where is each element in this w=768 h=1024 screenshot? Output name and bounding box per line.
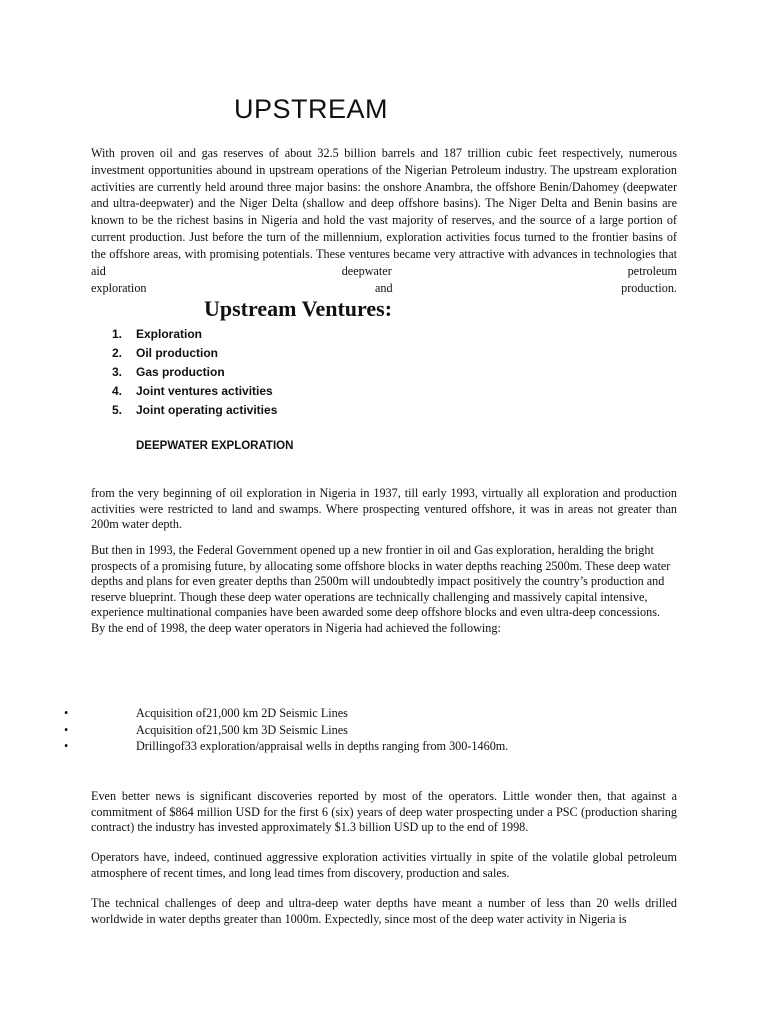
list-number: 2. (112, 346, 123, 360)
list-number: 1. (112, 327, 123, 341)
list-item (112, 325, 277, 344)
list-item (64, 722, 508, 739)
deepwater-paragraph-2: But then in 1993, the Federal Government opened up a new frontier in oil and Gas exploration, heralding the bright prospects of a promising future, by allocating some offshore blocks in water depths reaching 2500m. These deep water depths and plans for even greater depths than 2500m will undoubtedly impact positively the country’s production and reserve blueprint. Though these deep water operations are technically challenging and massively capital intensive, experience multinational companies have been awarded some deep offshore blocks and even ultra-deep concessions. By the end of 1998, the deep water operators in Nigeria had achieved the following: (91, 543, 671, 635)
deepwater-paragraph-5: The technical challenges of deep and ultra-deep water depths have meant a number of less than 20 wells drilled worldwide in water depths greater than 1000m. Expectedly, since most of the deep water activity in Nigeria is (91, 896, 677, 926)
list-item (112, 363, 277, 382)
list-label: Gas production (136, 365, 225, 379)
ventures-heading: Upstream Ventures: (204, 296, 393, 321)
list-label: Drillingof33 exploration/appraisal wells in depths ranging from 300-1460m. (136, 739, 509, 754)
list-item (112, 344, 277, 363)
achievements-list (64, 705, 508, 755)
deepwater-paragraph-1: from the very beginning of oil exploration in Nigeria in 1937, till early 1993, virtually all exploration and production activities were restricted to land and swamps. Where prospecting ventured offshore, it was in areas not greater than 200m water depth. (91, 486, 677, 532)
bullet-icon: • (64, 739, 69, 754)
list-item (64, 705, 508, 722)
list-label: Joint ventures activities (136, 384, 273, 398)
list-label: Acquisition of21,500 km 3D Seismic Lines (136, 722, 348, 737)
list-label: Oil production (136, 346, 218, 360)
deepwater-paragraph-3: Even better news is significant discoveries reported by most of the operators. Little wonder then, that against a commitment of $864 million USD for the first 6 (six) years of deep water prospecting under a PSC (production sharing contract) the industry has invested approximately $1.3 billion USD up to the end of 1998. (91, 789, 677, 835)
list-item (64, 738, 508, 755)
intro-paragraph-last-line (91, 280, 677, 297)
list-item (112, 382, 277, 401)
list-number: 3. (112, 365, 123, 379)
list-label: Joint operating activities (136, 403, 278, 417)
intro-paragraph: With proven oil and gas reserves of about 32.5 billion barrels and 187 trillion cubic feet respectively, numerous investment opportunities abound in upstream operations of the Nigerian Petroleum industry. The upstream exploration activities are currently held around three major basins: the onshore Anambra, the offshore Benin/Dahomey (deepwater and ultra-deepwater) and the Niger Delta (shallow and deep offshore basins). The Niger Delta and Benin basins are known to be the richest basins in Nigeria and hold the vast majority of reserves, and the source of a large portion of current production. Just before the turn of the millennium, exploration activities focus turned to the frontier basins of the offshore areas, with promising potentials. These ventures became very attractive with advances in technologies that aid deepwater petroleum (91, 146, 677, 278)
intro-last-word-3: production. (621, 281, 677, 295)
list-label: Acquisition of21,000 km 2D Seismic Lines (136, 706, 348, 720)
deepwater-heading: DEEPWATER EXPLORATION (136, 440, 294, 452)
list-label: Exploration (136, 327, 203, 341)
list-item (112, 401, 277, 420)
intro-last-word-1: exploration (91, 281, 147, 295)
list-number: 5. (112, 403, 123, 417)
deepwater-paragraph-4: Operators have, indeed, continued aggressive exploration activities virtually in spite of the volatile global petroleum atmosphere of recent times, and long lead times from discovery, production and sales. (91, 850, 677, 880)
intro-last-word-2: and (375, 281, 393, 295)
page-title: UPSTREAM (234, 94, 389, 124)
list-number: 4. (112, 384, 123, 398)
ventures-list (112, 325, 277, 420)
bullet-icon: • (64, 706, 69, 720)
bullet-icon: • (64, 722, 69, 737)
